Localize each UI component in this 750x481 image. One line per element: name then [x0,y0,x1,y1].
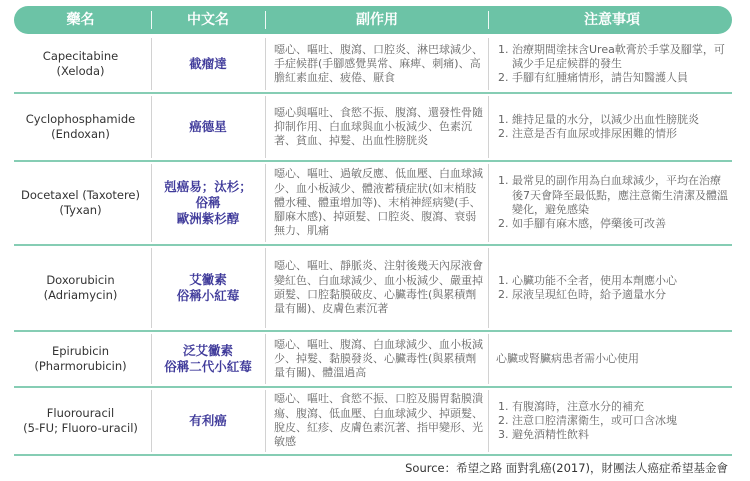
side-effects: 噁心、嘔吐、靜脈炎、注射後幾天內尿液會變紅色、白血球減少、血小板減少、嚴重掉頭髮、口腔黏膜破皮、心臟毒性(與累積劑量有關)、皮膚色素沉著 [274,259,483,316]
table-row [14,162,732,244]
header-divider [151,11,152,29]
row-divider [14,454,732,456]
precautions: 1. 維持足量的水分，以減少出血性膀胱炎 2. 注意是否有血尿或排尿困難的情形 [492,94,728,160]
chinese-name: 癌德星 [189,119,227,134]
drug-name: Docetaxel (Taxotere) (Tyxan) [21,188,140,217]
table-row [14,388,732,454]
side-effects: 噁心、嘔吐、腹瀉、口腔炎、淋巴球減少、手症候群(手腳感覺異常、麻痺、刺痛)、高膽紅素血症、疲倦、厭食 [274,42,483,85]
header-drug-name: 藥名 [66,12,95,28]
precautions: 心臟或腎臟病患者需小心使用 [496,351,639,365]
side-effects: 噁心、嘔吐、食慾不振、口腔及腸胃黏膜潰瘍、腹瀉、低血壓、白血球減少、掉頭髮、脫皮、紅疹、皮膚色素沉著、指甲變形、光敏感 [274,392,483,449]
table-row [14,332,732,386]
chinese-name: 有利癌 [189,413,227,428]
chinese-name: 艾黴素 俗稱小紅莓 [176,272,240,303]
table-row [14,36,732,92]
drug-name: Epirubicin (Pharmorubicin) [34,344,127,373]
drug-name: Capecitabine (Xeloda) [42,49,119,78]
chemo-drug-table [14,6,732,449]
precautions: 1. 最常見的副作用為白血球減少，平均在治療後7天會降至最低點，應注意衛生清潔及體溫變化，避免感染 2. 如手腳有麻木感，停藥後可改善 [492,162,728,244]
header-precautions: 注意事項 [584,12,640,28]
drug-name: Doxorubicin (Adriamycin) [43,273,118,302]
table-header [14,6,732,34]
side-effects: 噁心、嘔吐、過敏反應、低血壓、白血球減少、血小板減少、體液蓄積症狀(如末梢肢體水種、體重增加等)、末梢神經病變(手、腳麻木感)、掉頭髮、口腔炎、腹瀉、衰弱無力、肌痛 [274,167,483,238]
table-row [14,246,732,330]
drug-name: Cyclophosphamide (Endoxan) [25,112,136,141]
precautions: 1. 治療期間塗抹含Urea軟膏於手掌及腳掌，可減少手足症候群的發生 2. 手腳有紅腫痛情形，請告知醫護人員 [492,36,728,92]
precautions: 1. 有腹瀉時，注意水分的補充 2. 注意口腔清潔衛生，或可口含冰塊 3. 避免酒精性飲料 [492,388,728,454]
chinese-name: 剋癌易；汰杉； 俗稱 歐洲紫杉醇 [164,179,252,226]
header-chinese-name: 中文名 [187,12,229,28]
table-row [14,94,732,160]
header-side-effects: 副作用 [356,12,398,28]
side-effects: 噁心與嘔吐、食慾不振、腹瀉、還發性骨隨抑制作用、白血球與血小板減少、色素沉著、貧血、掉髮、出血性膀胱炎 [274,105,483,148]
precautions: 1. 心臟功能不全者，使用本劑應小心 2. 尿液呈現紅色時，給予適量水分 [492,246,728,330]
side-effects: 噁心、嘔吐、腹瀉、白血球減少、血小板減少、掉髮、黏膜發炎、心臟毒性(與累積劑量有關)、體溫過高 [274,337,483,380]
header-divider [488,11,489,29]
drug-name: Fluorouracil (5-FU; Fluoro-uracil) [23,406,138,435]
source-caption: Source：希望之路 面對乳癌(2017)，財團法人癌症希望基金會 [405,461,728,475]
chinese-name: 截瘤達 [189,56,227,71]
header-divider [265,11,266,29]
chinese-name: 泛艾黴素 俗稱二代小紅莓 [164,343,252,374]
